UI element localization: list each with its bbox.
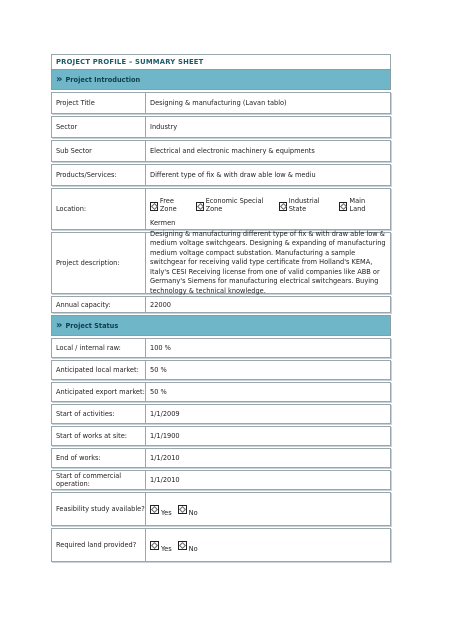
row-products-services bbox=[51, 164, 391, 186]
row-location bbox=[51, 188, 391, 230]
field-value: Designing & manufacturing (Lavan tablo) bbox=[150, 99, 287, 107]
field-value: Different type of fix & with draw able low & mediu bbox=[150, 171, 316, 179]
field-label: Local / internal raw: bbox=[52, 339, 146, 357]
checkbox-icon[interactable] bbox=[150, 505, 159, 514]
row-annual-capacity bbox=[51, 296, 391, 313]
location-value: Kermen bbox=[150, 218, 176, 227]
field-label: Start of activities: bbox=[52, 405, 146, 423]
checkbox-icon[interactable] bbox=[150, 541, 159, 550]
row-commercial-operation bbox=[51, 470, 391, 490]
field-label: Anticipated export market: bbox=[52, 383, 146, 401]
field-value: Industry bbox=[150, 123, 178, 131]
yes-no-options bbox=[146, 493, 390, 525]
checkbox-icon[interactable] bbox=[178, 541, 187, 550]
row-sector bbox=[51, 116, 391, 138]
row-end-works bbox=[51, 448, 391, 468]
field-label: Start of works at site: bbox=[52, 427, 146, 445]
field-value: Electrical and electronic machinery & equipments bbox=[150, 147, 315, 155]
field-label: Sector bbox=[52, 117, 146, 137]
field-label: Sub Sector bbox=[52, 141, 146, 161]
double-chevron-icon: » bbox=[56, 319, 63, 331]
option-main-land[interactable]: Main Land bbox=[339, 195, 378, 211]
checkbox-icon[interactable] bbox=[279, 202, 287, 211]
option-no: No bbox=[188, 508, 198, 517]
row-land-provided bbox=[51, 528, 391, 562]
field-value: 50 % bbox=[150, 366, 167, 374]
field-label: Start of commercial operation: bbox=[52, 471, 146, 489]
page-title: PROJECT PROFILE – SUMMARY SHEET bbox=[51, 54, 391, 69]
field-label: Anticipated local market: bbox=[52, 361, 146, 379]
section-heading: Project Introduction bbox=[65, 75, 141, 84]
row-local-market bbox=[51, 360, 391, 380]
row-sub-sector bbox=[51, 140, 391, 162]
field-value: Designing & manufacturing different type of fix & with draw able low & medium voltage switchgears. Designing & expanding of manufacturing medium voltage compact substation. Manufacturing a sample switchgear for receiving valid type certificate from Holland's KEMA, Italy's CESI Receiving license from one of valid companies like ABB or Germany's Siemens for manufacturing electrical switchgears. Buying technology & technical knowledge. bbox=[150, 230, 386, 295]
field-value: 1/1/1900 bbox=[150, 432, 180, 440]
field-label: End of works: bbox=[52, 449, 146, 467]
field-value: 1/1/2009 bbox=[150, 410, 180, 418]
field-label: Feasibility study available? bbox=[52, 493, 146, 525]
checkbox-icon[interactable] bbox=[196, 202, 204, 211]
row-start-works bbox=[51, 426, 391, 446]
field-value: 1/1/2010 bbox=[150, 454, 180, 462]
row-feasibility-study bbox=[51, 492, 391, 526]
field-value: 50 % bbox=[150, 388, 167, 396]
option-yes: Yes bbox=[161, 508, 172, 517]
row-project-title bbox=[51, 92, 391, 114]
option-free-zone[interactable]: Free Zone bbox=[150, 195, 188, 211]
project-profile-sheet bbox=[51, 54, 391, 564]
section-project-status bbox=[51, 315, 391, 336]
option-economic-special-zone[interactable]: Economic Special Zone bbox=[196, 195, 271, 211]
option-no: No bbox=[188, 544, 198, 553]
section-heading: Project Status bbox=[65, 321, 119, 330]
field-value: 1/1/2010 bbox=[150, 476, 180, 484]
field-value: 22000 bbox=[150, 300, 171, 309]
field-label: Project description: bbox=[52, 233, 146, 293]
field-label: Products/Services: bbox=[52, 165, 146, 185]
option-yes: Yes bbox=[161, 544, 172, 553]
checkbox-icon[interactable] bbox=[178, 505, 187, 514]
field-label: Location: bbox=[52, 189, 146, 229]
checkbox-icon[interactable] bbox=[339, 202, 347, 211]
field-value: 100 % bbox=[150, 344, 171, 352]
field-label: Project Title bbox=[52, 93, 146, 113]
field-label: Annual capacity: bbox=[52, 297, 146, 312]
option-industrial-state[interactable]: Industrial State bbox=[279, 195, 332, 211]
location-options bbox=[146, 189, 390, 229]
yes-no-options bbox=[146, 529, 390, 561]
field-label: Required land provided? bbox=[52, 529, 146, 561]
checkbox-icon[interactable] bbox=[150, 202, 158, 211]
row-local-raw bbox=[51, 338, 391, 358]
section-project-introduction bbox=[51, 69, 391, 90]
row-export-market bbox=[51, 382, 391, 402]
row-project-description bbox=[51, 232, 391, 294]
row-start-activities bbox=[51, 404, 391, 424]
double-chevron-icon: » bbox=[56, 73, 63, 85]
